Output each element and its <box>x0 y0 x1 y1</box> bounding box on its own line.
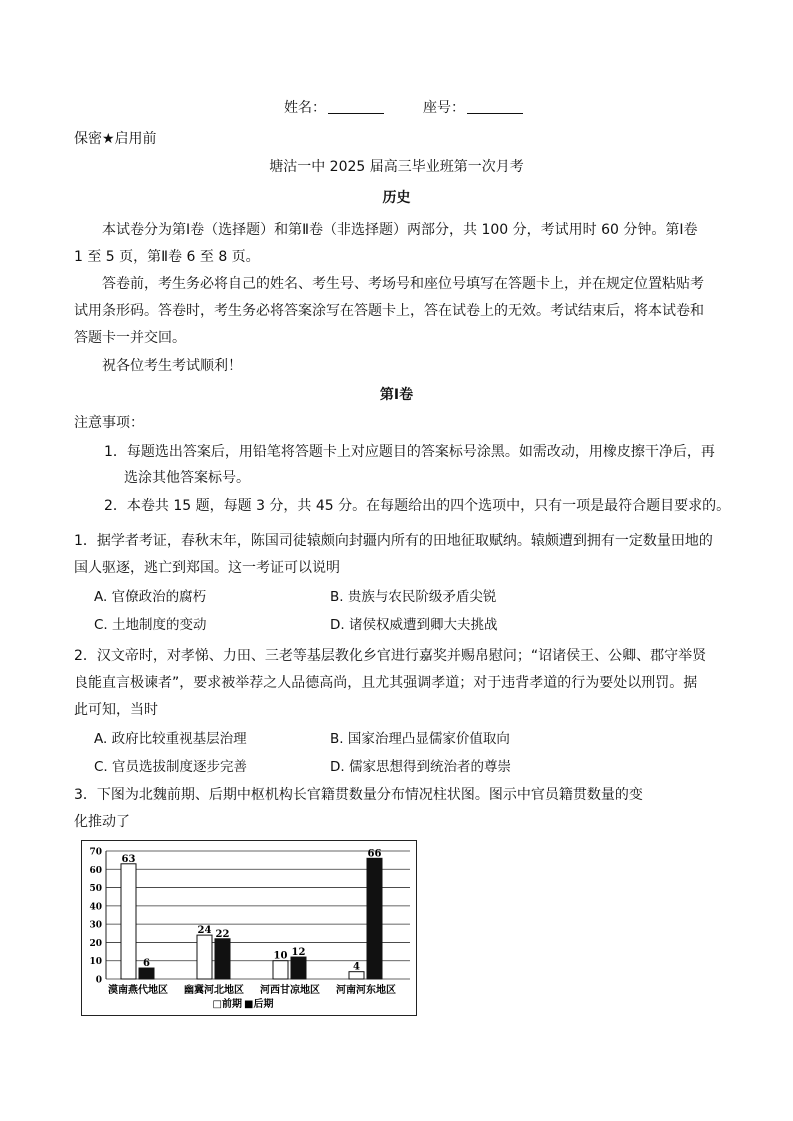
intro-p2-line1: 答卷前，考生务必将自己的姓名、考生号、考场号和座位号填写在答题卡上，并在规定位置粘贴考 <box>102 276 704 292</box>
y-tick-label: 30 <box>89 920 102 931</box>
q1-stem-line1: 1．据学者考证，春秋末年，陈国司徒辕颇向封疆内所有的田地征取赋纳。辕颇遭到拥有一定数量田地的 <box>74 533 713 549</box>
q2-option-d[interactable]: D. 儒家思想得到统治者的尊崇 <box>330 759 511 775</box>
y-tick-label: 40 <box>89 902 102 913</box>
intro-p3: 祝各位考生考试顺利！ <box>102 358 242 374</box>
bar-front-0 <box>121 864 136 979</box>
q1-option-b[interactable]: B. 贵族与农民阶级矛盾尖锐 <box>330 589 497 605</box>
seat-blank <box>467 101 523 114</box>
bar-back-2 <box>291 957 306 979</box>
legend-back: ■后期 <box>244 999 274 1010</box>
y-tick-label: 0 <box>95 975 102 986</box>
note-2: 2．本卷共 15 题，每题 3 分，共 45 分。在每题给出的四个选项中，只有一项是最符合题目要求的。 <box>104 498 731 514</box>
data-label: 12 <box>291 947 306 959</box>
intro-p1-line1: 本试卷分为第Ⅰ卷（选择题）和第Ⅱ卷（非选择题）两部分，共 100 分，考试用时 60 分钟。第Ⅰ卷 <box>102 222 698 238</box>
bar-chart-frame <box>81 840 417 1016</box>
intro-p2-line3: 答题卡一并交回。 <box>74 330 186 346</box>
bar-front-3 <box>349 972 364 979</box>
y-tick-label: 20 <box>89 938 102 949</box>
q3-stem-line2: 化推动了 <box>74 814 130 830</box>
confidential-mark: 保密★启用前 <box>74 131 157 147</box>
data-label: 10 <box>273 950 288 962</box>
bar-back-1 <box>215 939 230 979</box>
y-tick-label: 10 <box>89 957 102 968</box>
q2-option-a[interactable]: A. 政府比较重视基层治理 <box>94 731 247 747</box>
x-tick-label: 幽冀河北地区 <box>184 985 244 996</box>
data-label: 24 <box>197 925 212 937</box>
q1-option-d[interactable]: D. 诸侯权威遭到卿大夫挑战 <box>330 617 498 633</box>
data-label: 22 <box>215 928 230 940</box>
q2-stem-line2: 良能直言极谏者”，要求被举荐之人品德高尚，且尤其强调孝道；对于违背孝道的行为要处以刑罚。据 <box>74 675 698 691</box>
note-1-line1: 1．每题选出答案后，用铅笔将答题卡上对应题目的答案标号涂黑。如需改动，用橡皮擦干净后，再 <box>104 444 715 460</box>
q2-stem-line1: 2．汉文帝时，对孝悌、力田、三老等基层教化乡官进行嘉奖并赐帛慰问；“诏诸侯王、公卿、郡守举贤 <box>74 648 707 664</box>
y-tick-label: 60 <box>89 865 102 876</box>
data-label: 6 <box>143 958 150 970</box>
legend-front: □前期 <box>212 999 242 1010</box>
bar-back-0 <box>139 968 154 979</box>
seat-field <box>423 97 523 117</box>
data-label: 66 <box>367 848 382 860</box>
intro-p2-line2: 试用条形码。答卷时，考生务必将答案涂写在答题卡上，答在试卷上的无效。考试结束后，将本试卷和 <box>74 303 704 319</box>
name-field <box>284 97 384 117</box>
q2-stem-line3: 此可知，当时 <box>74 702 158 718</box>
q1-stem-line2: 国人驱逐，逃亡到郑国。这一考证可以说明 <box>74 560 340 576</box>
note-1-line2: 选涂其他答案标号。 <box>124 470 250 486</box>
bar-front-1 <box>197 935 212 979</box>
y-tick-label: 70 <box>89 847 102 858</box>
seat-label: 座号： <box>423 100 465 116</box>
name-label: 姓名： <box>284 100 326 116</box>
x-tick-label: 河南河东地区 <box>336 985 396 996</box>
data-label: 63 <box>121 853 136 865</box>
name-blank <box>328 101 384 114</box>
bar-front-2 <box>273 961 288 979</box>
data-label: 4 <box>353 961 360 973</box>
bar-back-3 <box>367 858 382 979</box>
q2-option-b[interactable]: B. 国家治理凸显儒家价值取向 <box>330 731 510 747</box>
bar-chart <box>82 841 416 1015</box>
x-tick-label: 河西甘凉地区 <box>260 985 320 996</box>
section-title: 第Ⅰ卷 <box>379 387 414 403</box>
q1-option-c[interactable]: C. 土地制度的变动 <box>94 617 207 633</box>
q2-option-c[interactable]: C. 官员选拔制度逐步完善 <box>94 759 248 775</box>
q3-stem-line1: 3．下图为北魏前期、后期中枢机构长官籍贯数量分布情况柱状图。图示中官员籍贯数量的变 <box>74 787 643 803</box>
notes-title: 注意事项： <box>74 415 144 431</box>
x-tick-label: 漠南燕代地区 <box>108 985 168 996</box>
subject-title: 历史 <box>382 190 411 206</box>
y-tick-label: 50 <box>89 884 102 895</box>
q1-option-a[interactable]: A. 官僚政治的腐朽 <box>94 589 207 605</box>
exam-title: 塘沽一中 2025 届高三毕业班第一次月考 <box>269 159 524 175</box>
intro-p1-line2: 1 至 5 页，第Ⅱ卷 6 至 8 页。 <box>74 249 260 265</box>
